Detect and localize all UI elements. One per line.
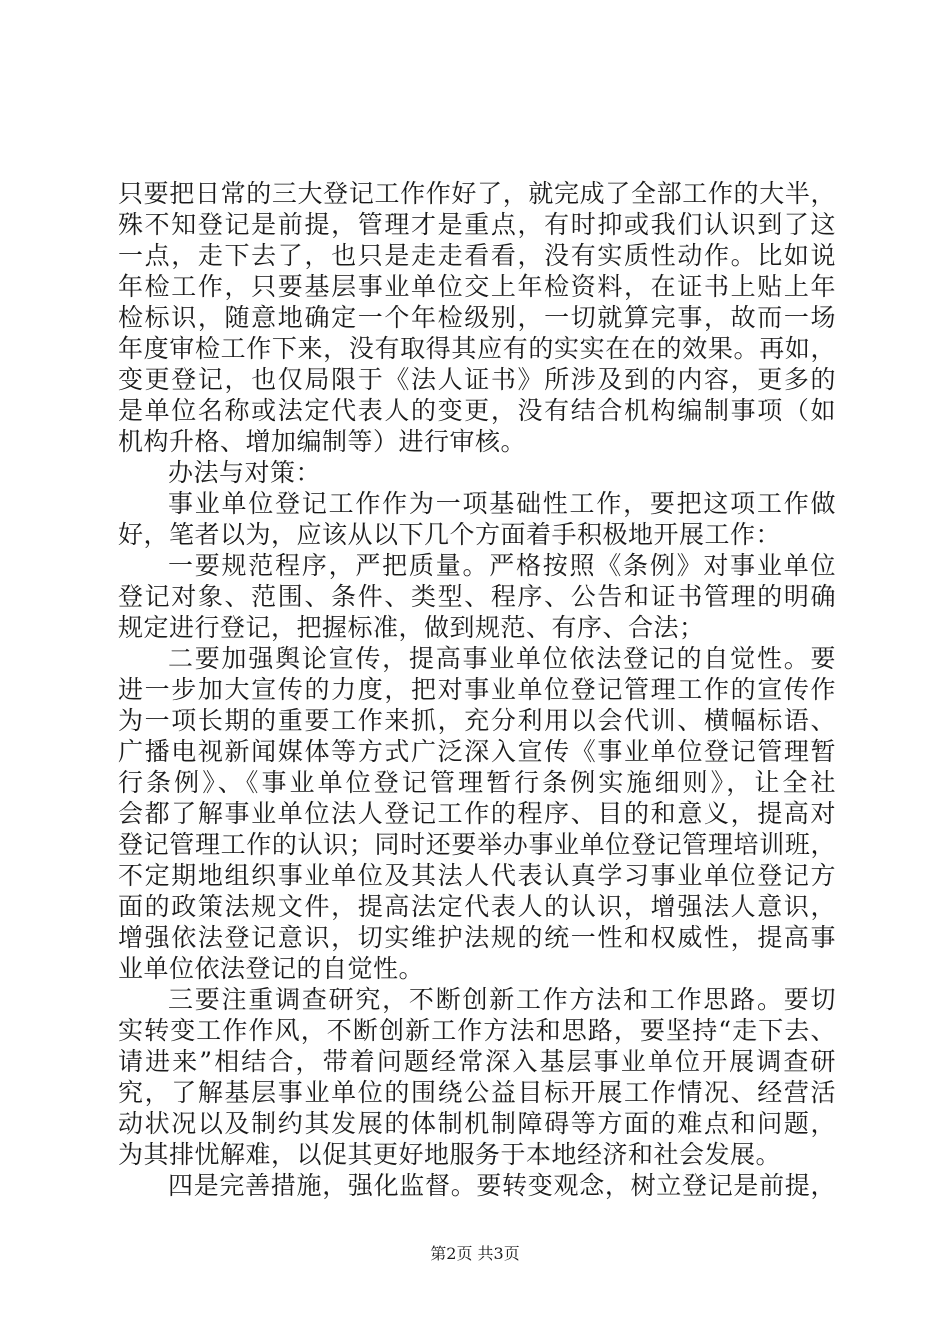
- paragraph-start: 四是完善措施，强化监督。要转变观念，树立登记是前提，: [168, 1171, 836, 1200]
- text-line: 为一项长期的重要工作来抓，充分利用以会代训、横幅标语、: [118, 706, 836, 735]
- text-line: 业单位依法登记的自觉性。: [118, 954, 425, 983]
- text-line: 年检工作，只要基层事业单位交上年检资料，在证书上贴上年: [118, 272, 836, 301]
- text-line: 行条例》、《事业单位登记管理暂行条例实施细则》，让全社: [118, 768, 836, 797]
- text-line: 登记管理工作的认识；同时还要举办事业单位登记管理培训班，: [118, 830, 836, 859]
- text-line: 一点，走下去了，也只是走走看看，没有实质性动作。比如说: [118, 241, 836, 270]
- text-line: 究，了解基层事业单位的围绕公益目标开展工作情况、经营活: [118, 1078, 836, 1107]
- text-line: 实转变工作作风，不断创新工作方法和思路，要坚持“走下去、: [118, 1016, 836, 1045]
- section-heading: 办法与对策：: [168, 458, 322, 487]
- text-line: 检标识，随意地确定一个年检级别，一切就算完事，故而一场: [118, 303, 836, 332]
- text-line: 机构升格、增加编制等）进行审核。: [118, 427, 527, 456]
- text-line: 年度审检工作下来，没有取得其应有的实实在在的效果。再如，: [118, 334, 836, 363]
- text-line: 增强依法登记意识，切实维护法规的统一性和权威性，提高事: [118, 923, 836, 952]
- text-line: 变更登记，也仅局限于《法人证书》所涉及到的内容，更多的: [118, 365, 836, 394]
- paragraph-start: 一要规范程序，严把质量。严格按照《条例》对事业单位: [168, 551, 836, 580]
- paragraph-start: 三要注重调查研究，不断创新工作方法和工作思路。要切: [168, 985, 836, 1014]
- text-line: 为其排忧解难，以促其更好地服务于本地经济和社会发展。: [118, 1140, 782, 1169]
- text-line: 殊不知登记是前提，管理才是重点，有时抑或我们认识到了这: [118, 210, 836, 239]
- text-line: 规定进行登记，把握标准，做到规范、有序、合法；: [118, 613, 705, 642]
- text-line: 登记对象、范围、条件、类型、程序、公告和证书管理的明确: [118, 582, 836, 611]
- text-line: 是单位名称或法定代表人的变更，没有结合机构编制事项（如: [118, 396, 836, 425]
- text-line: 面的政策法规文件，提高法定代表人的认识，增强法人意识，: [118, 892, 836, 921]
- paragraph-start: 事业单位登记工作作为一项基础性工作，要把这项工作做: [168, 489, 836, 518]
- text-line: 不定期地组织事业单位及其法人代表认真学习事业单位登记方: [118, 861, 836, 890]
- text-line: 会都了解事业单位法人登记工作的程序、目的和意义，提高对: [118, 799, 836, 828]
- text-line: 进一步加大宣传的力度，把对事业单位登记管理工作的宣传作: [118, 675, 836, 704]
- text-line: 只要把日常的三大登记工作作好了，就完成了全部工作的大半，: [118, 179, 836, 208]
- text-line: 请进来”相结合，带着问题经常深入基层事业单位开展调查研: [118, 1047, 836, 1076]
- text-line: 好，笔者以为，应该从以下几个方面着手积极地开展工作：: [118, 520, 782, 549]
- page-number-footer: 第2页 共3页: [430, 1244, 520, 1263]
- paragraph-start: 二要加强舆论宣传，提高事业单位依法登记的自觉性。要: [168, 644, 836, 673]
- document-body: [118, 178, 836, 1201]
- text-line: 动状况以及制约其发展的体制机制障碍等方面的难点和问题，: [118, 1109, 836, 1138]
- text-line: 广播电视新闻媒体等方式广泛深入宣传《事业单位登记管理暂: [118, 737, 836, 766]
